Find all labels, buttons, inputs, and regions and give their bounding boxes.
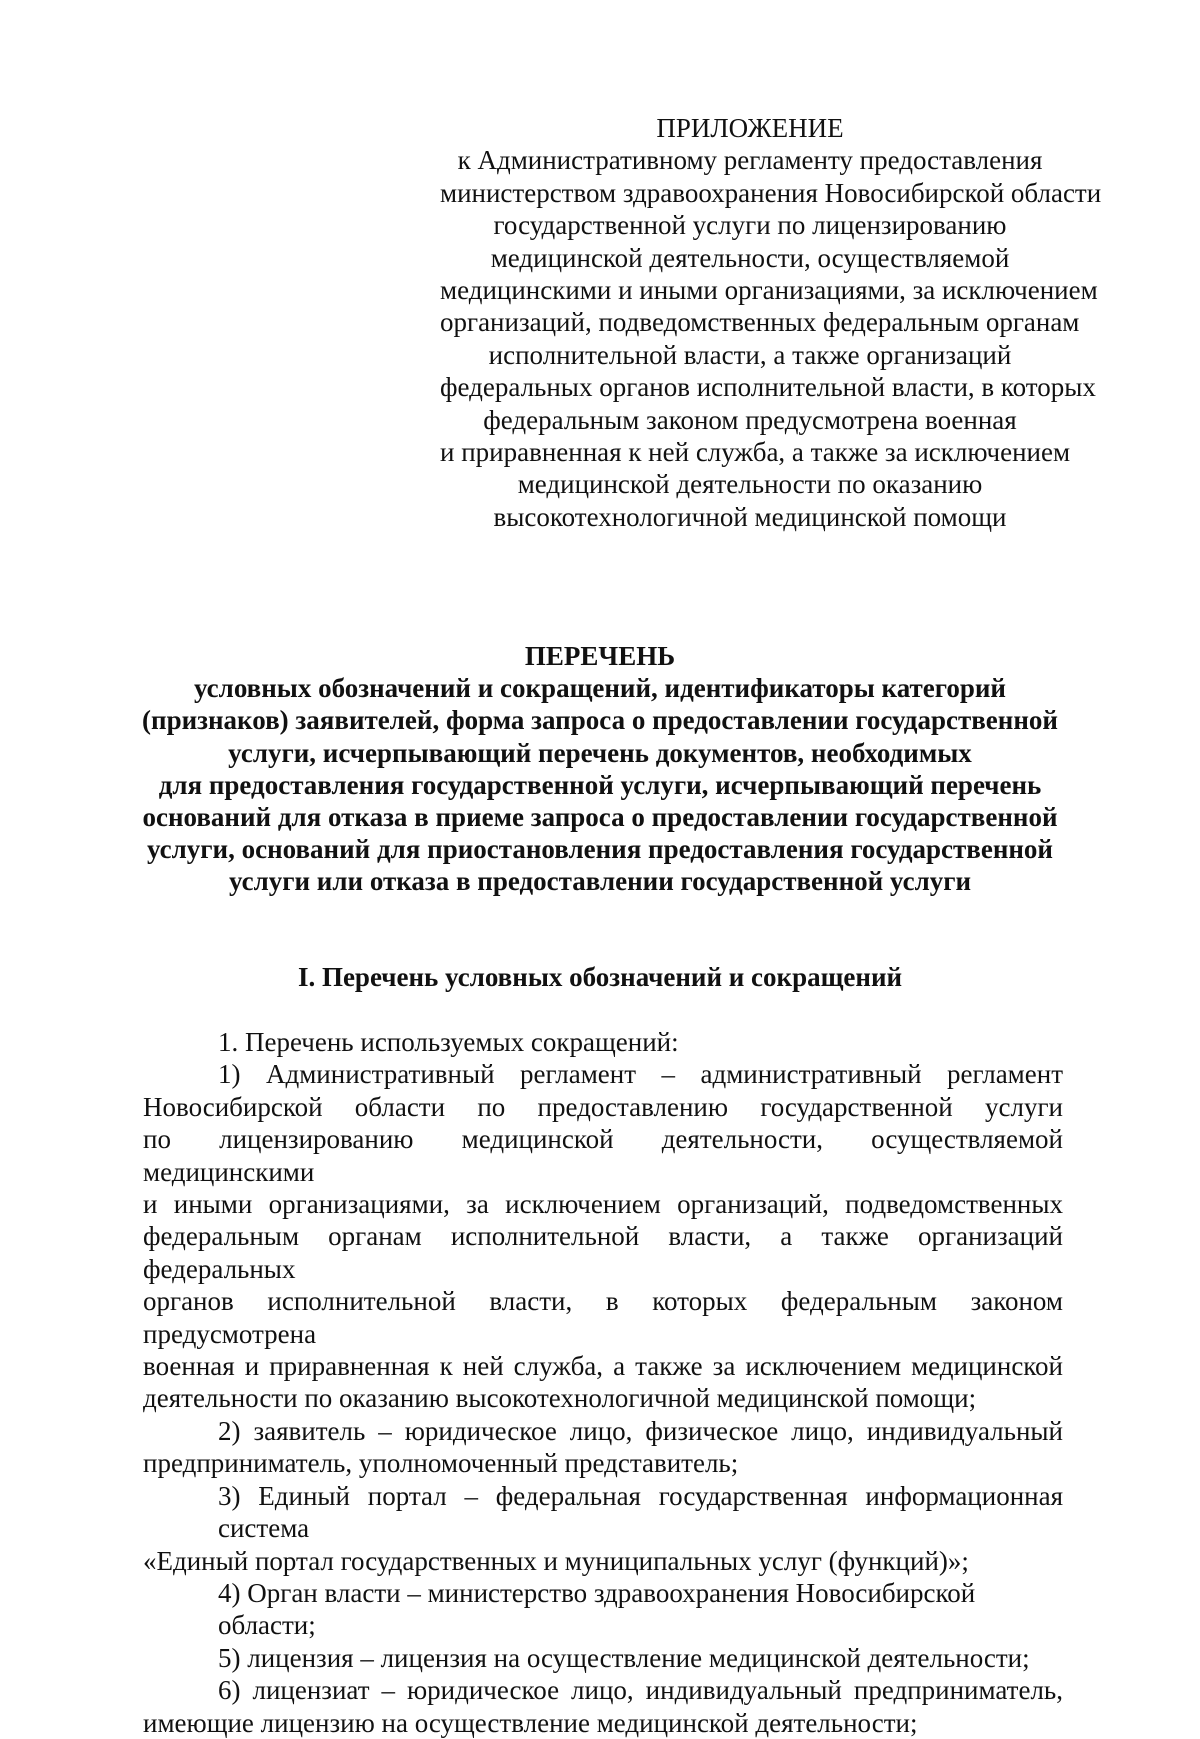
list-item-line: органов исполнительной власти, в которых федеральным законом предусмотрена [143, 1286, 1063, 1349]
heading-line: (признаков) заявителей, форма запроса о предоставлении государственной [142, 705, 1058, 736]
heading-line: условных обозначений и сокращений, идентификаторы категорий [194, 673, 1006, 704]
list-item-5 [143, 1642, 1063, 1674]
heading-line: услуги, исчерпывающий перечень документов, необходимых [228, 737, 972, 768]
list-item-6 [143, 1674, 1063, 1739]
appendix-line: медицинской деятельности, осуществляемой [490, 242, 1010, 273]
list-item-line: 6) лицензиат – юридическое лицо, индивидуальный предприниматель, [218, 1675, 1063, 1706]
heading-title: ПЕРЕЧЕНЬ [524, 641, 676, 671]
list-item-line: военная и приравненная к ней служба, а также за исключением медицинской [143, 1351, 1063, 1382]
section-title: I. Перечень условных обозначений и сокращений [297, 962, 903, 992]
list-item-line: предприниматель, уполномоченный представитель; [143, 1448, 739, 1479]
list-item-line: 5) лицензия – лицензия на осуществление медицинской деятельности; [218, 1642, 1030, 1673]
list-item-line: 3) Единый портал – федеральная государственная информационная система [218, 1480, 1063, 1544]
appendix-line: организаций, подведомственных федеральным органам [440, 307, 1080, 338]
document-body [143, 1026, 1063, 1739]
heading-line: услуги или отказа в предоставлении государственной услуги [228, 866, 972, 897]
appendix-line: медицинскими и иными организациями, за исключением [440, 275, 1098, 306]
appendix-line: высокотехнологичной медицинской помощи [493, 501, 1007, 532]
document-heading [130, 640, 1070, 898]
appendix-line: к Административному регламенту предоставления [457, 145, 1043, 176]
list-item-line: по лицензированию медицинской деятельности, осуществляемой медицинскими [143, 1124, 1063, 1187]
list-item-line: и иными организациями, за исключением организаций, подведомственных [143, 1189, 1063, 1220]
list-item-1 [143, 1058, 1063, 1414]
appendix-line: исполнительной власти, а также организаций [488, 339, 1012, 370]
list-intro: 1. Перечень используемых сокращений: [218, 1027, 679, 1057]
list-item-line: 1) Административный регламент – административный регламент [218, 1059, 1063, 1090]
list-item-line: Новосибирской области по предоставлению государственной услуги [143, 1091, 1063, 1122]
appendix-line: медицинской деятельности по оказанию [517, 469, 983, 500]
heading-line: для предоставления государственной услуги, исчерпывающий перечень [158, 769, 1042, 800]
appendix-block [440, 112, 1102, 533]
heading-line: оснований для отказа в приеме запроса о предоставлении государственной [142, 802, 1058, 833]
list-item-2 [143, 1415, 1063, 1480]
list-item-line: «Единый портал государственных и муниципальных услуг (функций)»; [143, 1545, 969, 1576]
heading-line: услуги, оснований для приостановления предоставления государственной [146, 834, 1053, 865]
appendix-title: ПРИЛОЖЕНИЕ [656, 113, 844, 143]
appendix-line: федеральных органов исполнительной власти, в которых [440, 372, 1096, 403]
list-item-3 [143, 1480, 1063, 1577]
appendix-line: и приравненная к ней служба, а также за исключением [440, 437, 1071, 468]
list-item-line: федеральным органам исполнительной власти, а также организаций федеральных [143, 1221, 1063, 1284]
list-item-line: 2) заявитель – юридическое лицо, физическое лицо, индивидуальный [218, 1415, 1063, 1446]
list-item-line: 4) Орган власти – министерство здравоохранения Новосибирской области; [218, 1577, 976, 1641]
list-item-line: деятельности по оказанию высокотехнологичной медицинской помощи; [143, 1383, 977, 1414]
appendix-line: государственной услуги по лицензированию [493, 210, 1007, 241]
list-item-line: имеющие лицензию на осуществление медицинской деятельности; [143, 1707, 918, 1738]
list-item-4 [143, 1577, 1063, 1642]
appendix-line: федеральным законом предусмотрена военная [483, 404, 1017, 435]
appendix-line: министерством здравоохранения Новосибирской области [440, 177, 1102, 208]
